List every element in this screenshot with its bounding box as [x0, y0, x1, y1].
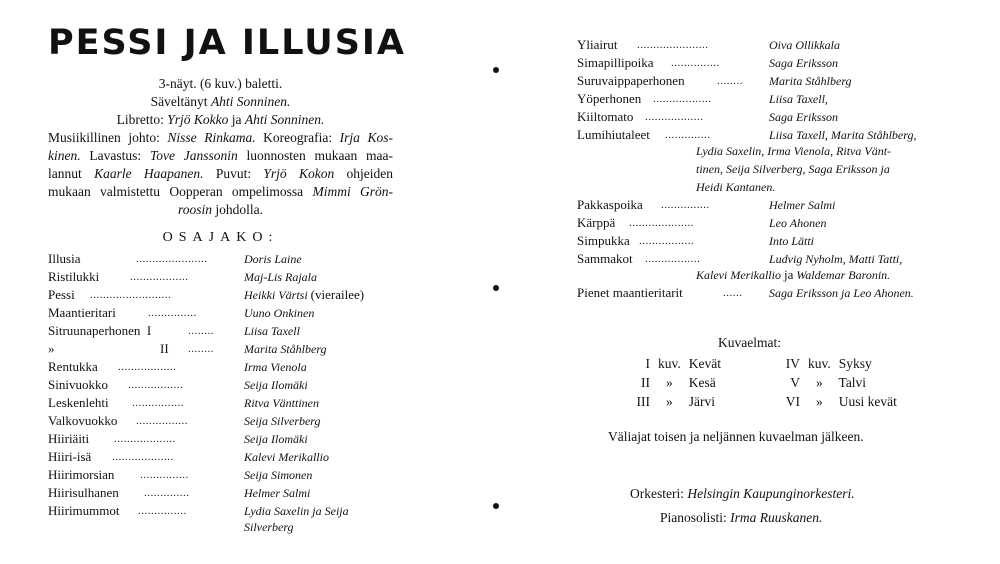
- binding-dot: [493, 67, 499, 73]
- role-name: Rentukka: [48, 359, 98, 374]
- role-name: Simapillipoika: [577, 55, 654, 70]
- actor-name: Seija Simonen: [244, 468, 313, 482]
- role-name: II: [160, 341, 169, 356]
- leader-dots: ..............: [665, 129, 711, 141]
- intro-libretto: Libretto: Yrjö Kokko ja Ahti Sonninen.: [116, 112, 325, 127]
- intro-credits-line: roosin johdolla.: [177, 202, 263, 217]
- cast-row: [48, 394, 468, 412]
- actor-name-continued: tinen, Seija Silverberg, Saga Eriksson ja: [696, 162, 890, 176]
- intermission-note: Väliajat toisen ja neljännen kuvaelman jälkeen.: [608, 429, 864, 444]
- actor-name: Lydia Saxelin ja Seija: [244, 504, 349, 518]
- cast-row: [48, 268, 468, 286]
- actor-name: Seija Ilomäki: [244, 432, 308, 446]
- role-name: Ristilukki: [48, 269, 100, 284]
- leader-dots: .........................: [90, 289, 172, 301]
- leader-dots: ........: [188, 343, 214, 355]
- role-name: Leskenlehti: [48, 395, 109, 410]
- leader-dots: ........: [717, 75, 743, 87]
- orchestra-credit: Orkesteri: Helsingin Kaupunginorkesteri.: [630, 486, 855, 501]
- actor-name: Irma Vienola: [244, 360, 307, 374]
- actor-name: Marita Ståhlberg: [244, 342, 327, 356]
- actor-name: Liisa Taxell, Marita Ståhlberg,: [769, 128, 917, 142]
- actor-name: Saga Eriksson: [769, 56, 838, 70]
- guest-note: (vierailee): [310, 287, 365, 302]
- actor-name: Heikki Värtsi (vierailee): [244, 287, 365, 302]
- actor-name: Ritva Vänttinen: [244, 396, 319, 410]
- program-title: PESSI JA ILLUSIA: [48, 23, 407, 63]
- role-name: Pienet maantieritarit: [577, 285, 683, 300]
- cast-row: [577, 54, 977, 72]
- role-name: Hiiriäiti: [48, 431, 90, 446]
- cast-row: [48, 304, 468, 322]
- leader-dots: ...............: [138, 505, 187, 517]
- leader-dots: ..................: [130, 271, 189, 283]
- role-name: Kärppä: [577, 215, 616, 230]
- ditto-mark: »: [48, 341, 55, 356]
- leader-dots: .................: [639, 235, 695, 247]
- leader-dots: ...................: [114, 433, 176, 445]
- leader-dots: ..................: [118, 361, 177, 373]
- actor-name: Liisa Taxell,: [769, 92, 828, 106]
- cast-row: [48, 286, 468, 304]
- cast-row: [48, 412, 468, 430]
- actor-name: Leo Ahonen: [769, 216, 827, 230]
- role-name: Pakkaspoika: [577, 197, 643, 212]
- actor-name: Helmer Salmi: [244, 486, 311, 500]
- actor-name: Doris Laine: [244, 252, 302, 266]
- cast-row: [48, 376, 468, 394]
- scene-item: II » Kesä: [641, 375, 716, 390]
- leader-dots: ................: [136, 415, 188, 427]
- role-name: Sitruunaperhonen I: [48, 323, 152, 338]
- actor-name-continued: Silverberg: [244, 520, 294, 534]
- intro-composer: Säveltänyt Ahti Sonninen.: [150, 94, 291, 109]
- actor-name: Kalevi Merikallio: [244, 450, 329, 464]
- actor-name: Helmer Salmi: [769, 198, 836, 212]
- scene-item: V » Talvi: [790, 375, 867, 390]
- leader-dots: ...................: [112, 451, 174, 463]
- role-name: Hiirisulhanen: [48, 485, 119, 500]
- cast-row: [48, 448, 468, 466]
- intro-credits-line: mukaan valmistettu Oopperan ompelimossa Mimmi Grön-: [48, 184, 394, 199]
- leader-dots: .................: [128, 379, 184, 391]
- role-name: Illusia: [48, 251, 81, 266]
- actor-name: Oiva Ollikkala: [769, 38, 840, 52]
- intro-credits-line: kinen. Lavastus: Tove Janssonin luonnosten mukaan maa-: [48, 148, 394, 163]
- actor-name-continued: Lydia Saxelin, Irma Vienola, Ritva Vänt-: [696, 144, 892, 158]
- scenes-heading: Kuvaelmat:: [718, 335, 781, 350]
- actor-name: Maj-Lis Rajala: [244, 270, 318, 284]
- intro-genre: 3-näyt. (6 kuv.) baletti.: [158, 76, 283, 91]
- scene-item: VI » Uusi kevät: [785, 394, 897, 409]
- cast-row: [48, 484, 468, 502]
- leader-dots: ......: [723, 287, 743, 299]
- leader-dots: .................: [645, 253, 701, 265]
- actor-name: Ludvig Nyholm, Matti Tatti,: [769, 252, 903, 266]
- role-name: Sammakot: [577, 251, 633, 266]
- role-name: Suruvaippaperhonen: [577, 73, 685, 88]
- cast-row: [577, 72, 977, 90]
- role-name: Hiiri-isä: [48, 449, 92, 464]
- role-name: Yliairut: [577, 37, 618, 52]
- cast-row: [577, 196, 977, 214]
- role-name: Simpukka: [577, 233, 630, 248]
- leader-dots: ........: [188, 325, 214, 337]
- cast-heading: OSAJAKO:: [162, 230, 279, 245]
- cast-row: [48, 430, 468, 448]
- role-name: Yöperhonen: [577, 91, 642, 106]
- role-name: Sinivuokko: [48, 377, 108, 392]
- actor-name: Saga Eriksson ja Leo Ahonen.: [769, 286, 914, 300]
- cast-row: [577, 108, 977, 126]
- leader-dots: ......................: [136, 253, 208, 265]
- cast-row: [48, 466, 468, 484]
- scene-item: I kuv. Kevät: [645, 356, 721, 371]
- actor-name-continued: Kalevi Merikallio ja Waldemar Baronin.: [696, 267, 891, 282]
- cast-row: [48, 250, 468, 268]
- role-name: Lumihiutaleet: [577, 127, 650, 142]
- scene-item: IV kuv. Syksy: [785, 356, 872, 371]
- right-page: [500, 0, 1000, 564]
- leader-dots: ...............: [140, 469, 189, 481]
- role-name: Kiiltomato: [577, 109, 634, 124]
- role-name: Maantieritari: [48, 305, 116, 320]
- role-name: Hiirimorsian: [48, 467, 115, 482]
- actor-name: Saga Eriksson: [769, 110, 838, 124]
- cast-row: [577, 90, 977, 108]
- pianist-credit: Pianosolisti: Irma Ruuskanen.: [660, 510, 823, 525]
- cast-row: [577, 36, 977, 54]
- intro-credits-line: lannut Kaarle Haapanen. Puvut: Yrjö Kokon ohjeiden: [48, 166, 394, 181]
- leader-dots: ...............: [661, 199, 710, 211]
- actor-name: Marita Ståhlberg: [769, 74, 852, 88]
- leader-dots: ..................: [645, 111, 704, 123]
- leader-dots: ......................: [637, 39, 709, 51]
- cast-row: [577, 232, 977, 250]
- cast-row: [48, 358, 468, 376]
- intro-credits-line: Musiikillinen johto: Nisse Rinkama. Koreografia: Irja Kos-: [48, 130, 393, 145]
- binding-dot: [493, 503, 499, 509]
- leader-dots: ....................: [629, 217, 694, 229]
- actor-name-continued: Heidi Kantanen.: [696, 180, 776, 194]
- cast-row: [577, 214, 977, 232]
- cast-row: [48, 322, 468, 340]
- binding-dot: [493, 285, 499, 291]
- actor-name: Seija Silverberg: [244, 414, 321, 428]
- actor-name: Into Lätti: [769, 234, 815, 248]
- scene-item: III » Järvi: [636, 394, 715, 409]
- leader-dots: ...............: [671, 57, 720, 69]
- cast-row: [577, 284, 997, 302]
- role-name: Hiirimummot: [48, 503, 120, 518]
- cast-row: [48, 340, 468, 358]
- actor-name: Seija Ilomäki: [244, 378, 308, 392]
- role-name: Pessi: [48, 287, 75, 302]
- actor-name: Liisa Taxell: [244, 324, 300, 338]
- leader-dots: ..............: [144, 487, 190, 499]
- intro-block: [48, 75, 393, 219]
- leader-dots: ................: [132, 397, 184, 409]
- actor-name: Uuno Onkinen: [244, 306, 315, 320]
- role-name: Valkovuokko: [48, 413, 118, 428]
- leader-dots: ..................: [653, 93, 712, 105]
- leader-dots: ...............: [148, 307, 197, 319]
